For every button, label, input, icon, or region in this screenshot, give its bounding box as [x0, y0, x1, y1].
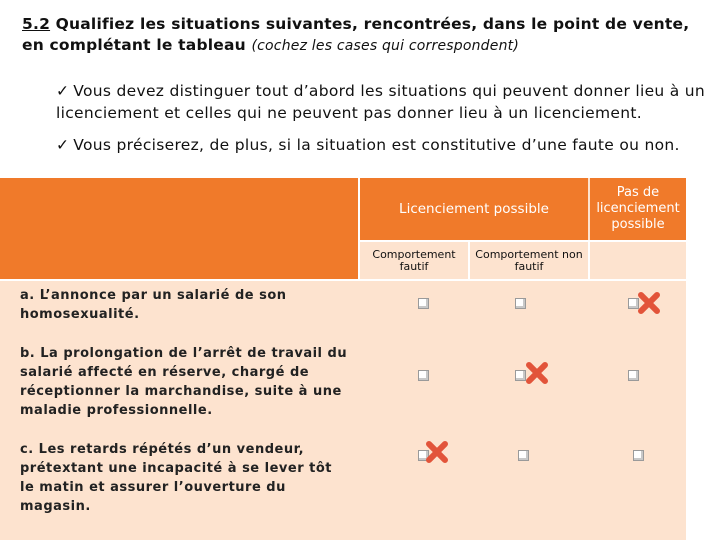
header-pas-de-licenciement: Pas de licenciement possible	[590, 178, 686, 240]
divider	[0, 279, 686, 281]
exercise-number: 5.2	[22, 15, 51, 33]
checkbox-b-pas[interactable]	[628, 370, 639, 381]
bullet-instruction-2	[56, 134, 706, 156]
situation-c: c. Les retards répétés d’un vendeur, prétextant une incapacité à se lever tôt le matin et assurer l’ouverture du magasin.	[20, 442, 333, 514]
checkbox-a-non-fautif[interactable]	[515, 298, 526, 309]
header-empty-cell	[0, 178, 358, 279]
subheader-empty	[590, 242, 686, 279]
situation-b: b. La prolongation de l’arrêt de travail du salarié affecté en réserve, chargé de réceptionner la marchandise, suite à une maladie professionnelle.	[20, 346, 348, 418]
subheader-non-fautif: Comportement non fautif	[470, 242, 588, 279]
checkbox-c-pas[interactable]	[633, 450, 644, 461]
exercise-heading	[22, 14, 712, 57]
checkbox-a-fautif[interactable]	[418, 298, 429, 309]
checkbox-b-non-fautif[interactable]	[515, 370, 526, 381]
cross-mark-icon	[426, 441, 448, 463]
bullet-text-1: Vous devez distinguer tout d’abord les situations qui peuvent donner lieu à un licenciement et celles qui ne peuvent pas donner lieu à un licenciement.	[56, 82, 706, 122]
exercise-title: Qualifiez les situations suivantes, rencontrées, dans le point de vente, en complétant le tableau	[22, 15, 690, 54]
situation-a: a. L’annonce par un salarié de son homosexualité.	[20, 288, 287, 322]
check-bullet-icon: ✓	[56, 136, 70, 154]
cross-mark-icon	[526, 362, 548, 384]
checkbox-b-fautif[interactable]	[418, 370, 429, 381]
header-licenciement-possible: Licenciement possible	[360, 178, 588, 240]
check-bullet-icon: ✓	[56, 82, 70, 100]
divider	[588, 240, 590, 279]
bullet-text-2: Vous préciserez, de plus, si la situation est constitutive d’une faute ou non.	[73, 136, 680, 154]
divider	[468, 240, 470, 279]
cross-mark-icon	[638, 292, 660, 314]
checkbox-c-non-fautif[interactable]	[518, 450, 529, 461]
subheader-fautif: Comportement fautif	[360, 242, 468, 279]
exercise-instruction: (cochez les cases qui correspondent)	[251, 38, 519, 54]
bullet-instruction-1	[56, 80, 706, 124]
